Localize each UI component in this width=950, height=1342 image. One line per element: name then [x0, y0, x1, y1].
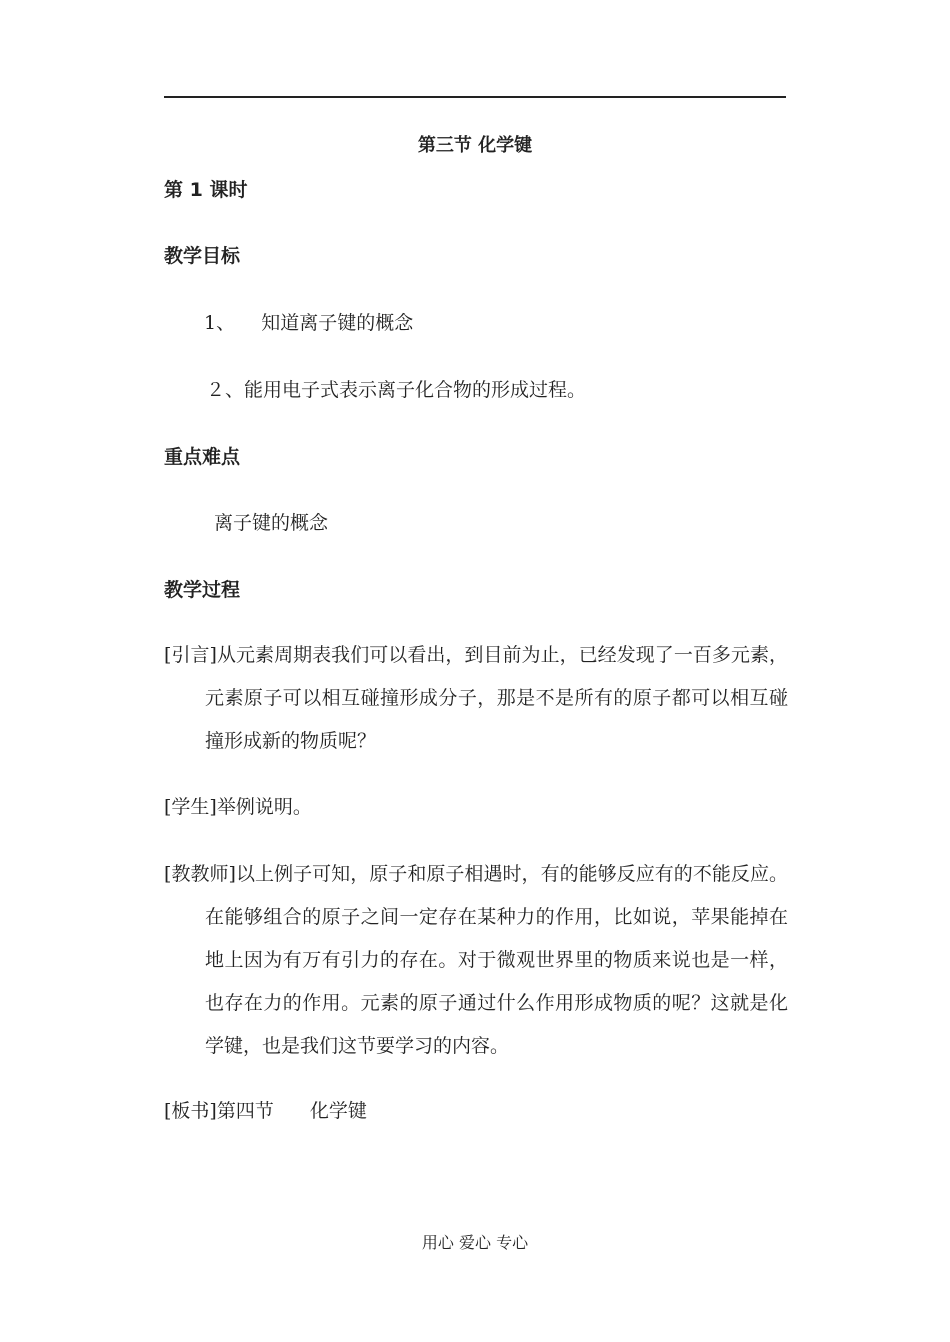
page-title: 第三节 化学键: [417, 135, 533, 156]
intro-label: [引言]: [164, 644, 217, 666]
key-points-heading: 重点难点: [164, 446, 241, 468]
board-line: [164, 1098, 367, 1124]
student-paragraph: [164, 786, 788, 829]
board-label: [板书]: [164, 1100, 217, 1122]
process-heading: 教学过程: [164, 579, 241, 601]
key-point-text: 离子键的概念: [214, 512, 329, 534]
lesson-label: 第 1 课时: [164, 179, 248, 201]
student-text: 举例说明。: [216, 796, 312, 818]
teacher-paragraph: [164, 853, 788, 1068]
teacher-text: 以上例子可知，原子和原子相遇时，有的能够反应有的不能反应。在能够组合的原子之间一定存在某种力的作用，比如说，苹果能掉在地上因为有万有引力的存在。对于微观世界里的物质来说也是一样，也存在力的作用。元素的原子通过什么作用形成物质的呢？这就是化学键，也是我们这节要学习的内容。: [205, 863, 788, 1057]
intro-paragraph: [164, 634, 788, 763]
board-section: 第四节: [216, 1100, 274, 1122]
objective-item-1: [204, 310, 413, 336]
intro-text: 从元素周期表我们可以看出，到目前为止，已经发现了一百多元素，元素原子可以相互碰撞形成分子，那是不是所有的原子都可以相互碰撞形成新的物质呢？: [205, 644, 788, 752]
teacher-label: [教教师]: [164, 863, 236, 885]
student-label: [学生]: [164, 796, 217, 818]
board-topic: 化学键: [309, 1100, 367, 1122]
header-rule: [164, 96, 786, 98]
objective-1-number: 1、: [204, 312, 236, 334]
objective-1-text: 知道离子键的概念: [261, 312, 414, 334]
objectives-heading: 教学目标: [164, 245, 241, 267]
objective-item-2: ２、能用电子式表示离子化合物的形成过程。: [206, 379, 587, 401]
page-footer: 用心 爱心 专心: [421, 1233, 529, 1252]
